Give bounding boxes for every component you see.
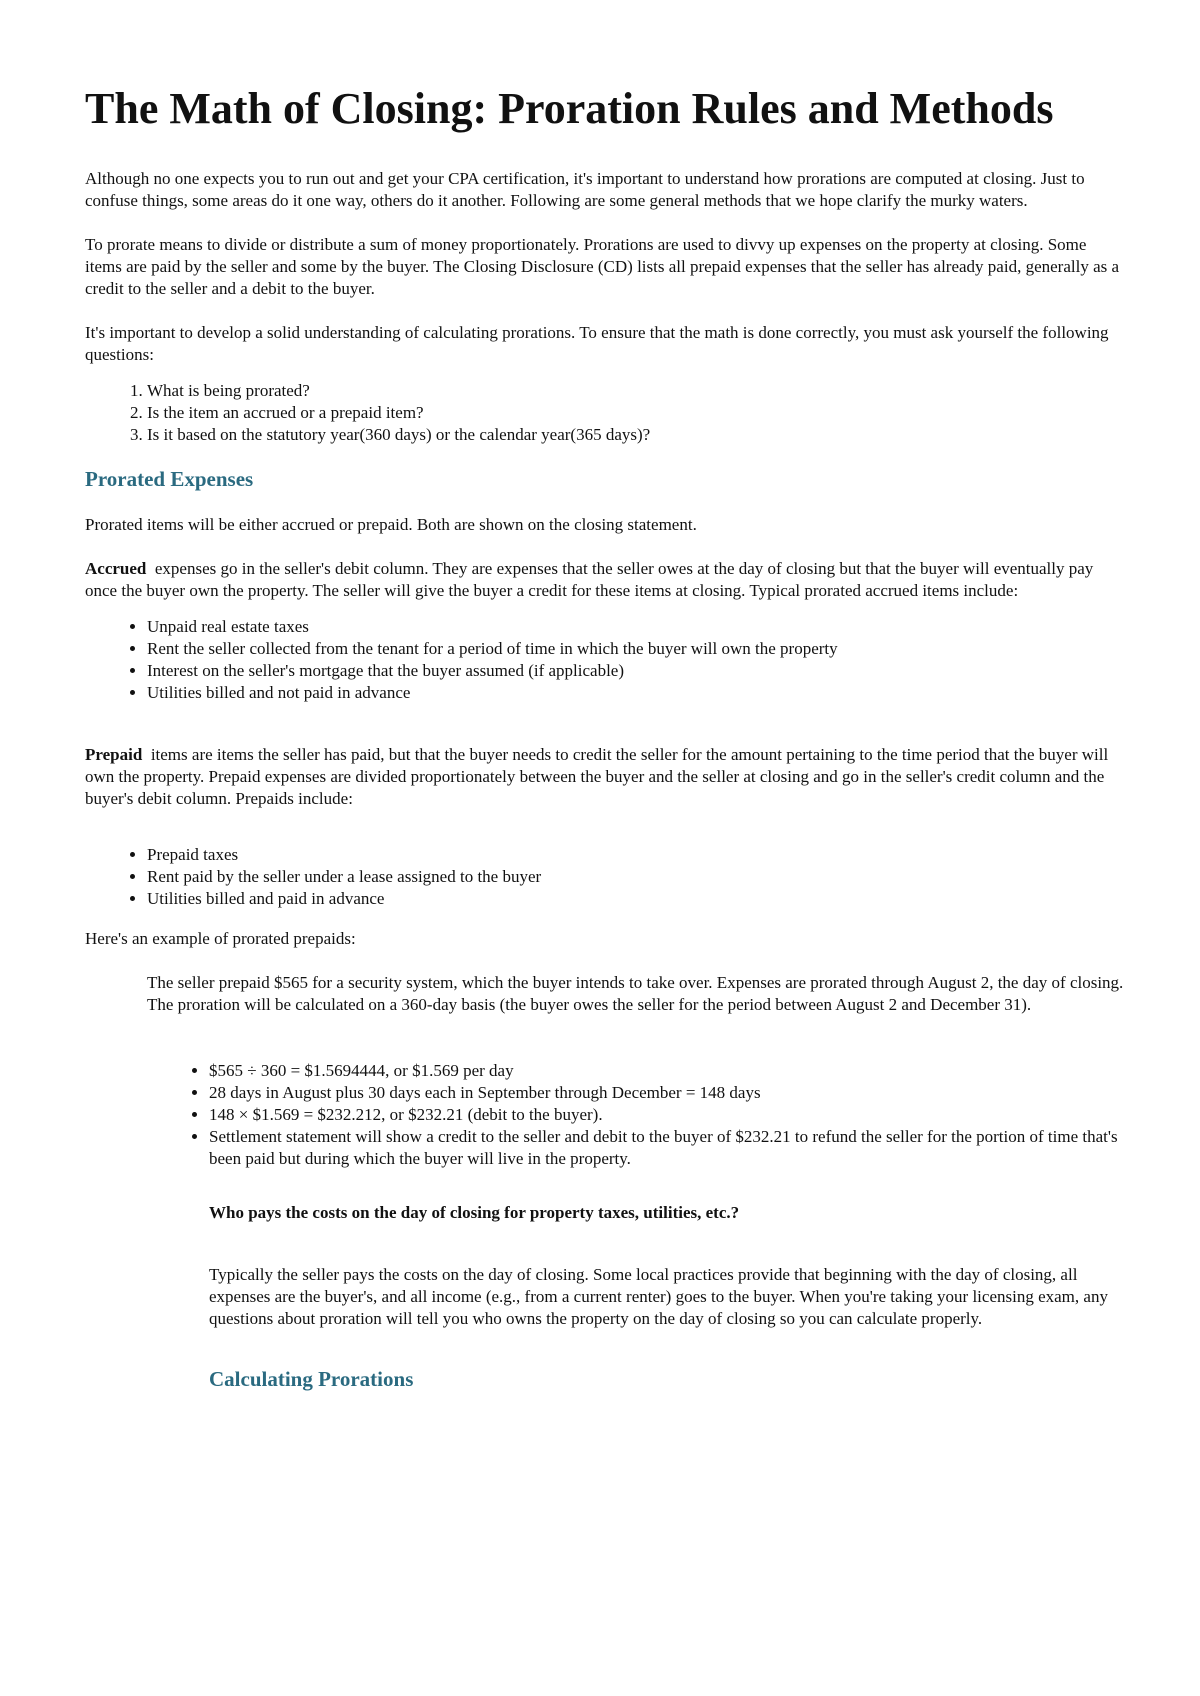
accrued-paragraph	[85, 558, 1125, 602]
section-heading-calculating-prorations: Calculating Prorations	[209, 1367, 414, 1391]
accrued-text: expenses go in the seller's debit column. They are expenses that the seller owes at the day of closing but that the buyer will eventually pay once the buyer own the property. The seller will give the buyer a credit for these items at closing. Typical prorated accrued items include:	[85, 559, 1098, 600]
section-heading-prorated-expenses: Prorated Expenses	[85, 467, 254, 491]
prepaid-items-list	[85, 844, 1125, 910]
list-item: • Interest on the seller's mortgage that the buyer assumed (if applicable)	[147, 660, 1125, 682]
intro-paragraph-1: Although no one expects you to run out and get your CPA certification, it's important to understand how prorations are computed at closing. Just to confuse things, some areas do it one way, others do it another. Following are some general methods that we hope clarify the murky waters.	[85, 169, 1085, 210]
intro-paragraph-2: To prorate means to divide or distribute a sum of money proportionately. Prorations are used to divvy up expenses on the property at closing. Some items are paid by the seller and some by the buyer. The Closing Disclosure (CD) lists all prepaid expenses that the seller has already paid, generally as a credit to the seller and a debit to the buyer.	[85, 235, 1120, 298]
faq-answer: Typically the seller pays the costs on the day of closing. Some local practices provide that beginning with the day of closing, all expenses are the buyer's, and all income (e.g., from a current renter) goes to the buyer. When you're taking your licensing exam, any questions about proration will tell you who owns the property on the day of closing so you can calculate properly.	[209, 1265, 1108, 1328]
list-item: • Rent the seller collected from the tenant for a period of time in which the buyer will own the property	[147, 638, 1125, 660]
prepaid-paragraph	[85, 744, 1125, 810]
list-item: • Unpaid real estate taxes	[147, 616, 1125, 638]
intro-paragraph-3: It's important to develop a solid understanding of calculating prorations. To ensure that the math is done correctly, you must ask yourself the following questions:	[85, 323, 1109, 364]
list-item: • 28 days in August plus 30 days each in September through December = 148 days	[209, 1082, 1125, 1104]
prepaid-text: items are items the seller has paid, but that the buyer needs to credit the seller for the amount pertaining to the time period that the buyer will own the property. Prepaid expenses are divided proportionately between the buyer and the seller at closing and go in the seller's credit column and the buyer's debit column. Prepaids include:	[85, 745, 1113, 808]
list-item: • Utilities billed and not paid in advance	[147, 682, 1125, 704]
example-steps-list	[147, 1060, 1125, 1170]
list-item: • 148 × $1.569 = $232.212, or $232.21 (debit to the buyer).	[209, 1104, 1125, 1126]
list-item: 1. What is being prorated?	[147, 380, 1125, 402]
list-item: • Settlement statement will show a credit to the seller and debit to the buyer of $232.21 to refund the seller for the portion of time that's been paid but during which the buyer will live in the property.	[209, 1126, 1125, 1170]
faq-question	[209, 1202, 1125, 1224]
page-title: The Math of Closing: Proration Rules and Methods	[85, 84, 1054, 133]
example-block	[147, 972, 1125, 1392]
prorated-intro: Prorated items will be either accrued or prepaid. Both are shown on the closing statement.	[85, 515, 697, 534]
example-text: The seller prepaid $565 for a security system, which the buyer intends to take over. Expenses are prorated through August 2, the day of closing. The proration will be calculated on a 360-day basis (the buyer owes the seller for the period between August 2 and December 31).	[147, 973, 1124, 1014]
faq-question-text: Who pays the costs on the day of closing for property taxes, utilities, etc.?	[209, 1203, 740, 1222]
prepaid-label: Prepaid	[85, 745, 143, 764]
accrued-label: Accrued	[85, 559, 147, 578]
list-item: • Utilities billed and paid in advance	[147, 888, 1125, 910]
document-page	[85, 82, 1125, 1414]
example-intro: Here's an example of prorated prepaids:	[85, 929, 356, 948]
accrued-items-list	[85, 616, 1125, 704]
list-item: • Rent paid by the seller under a lease assigned to the buyer	[147, 866, 1125, 888]
faq-block	[209, 1202, 1125, 1392]
list-item: 2. Is the item an accrued or a prepaid item?	[147, 402, 1125, 424]
questions-list	[85, 380, 1125, 446]
list-item: 3. Is it based on the statutory year(360 days) or the calendar year(365 days)?	[147, 424, 1125, 446]
list-item: • Prepaid taxes	[147, 844, 1125, 866]
list-item: • $565 ÷ 360 = $1.5694444, or $1.569 per day	[209, 1060, 1125, 1082]
